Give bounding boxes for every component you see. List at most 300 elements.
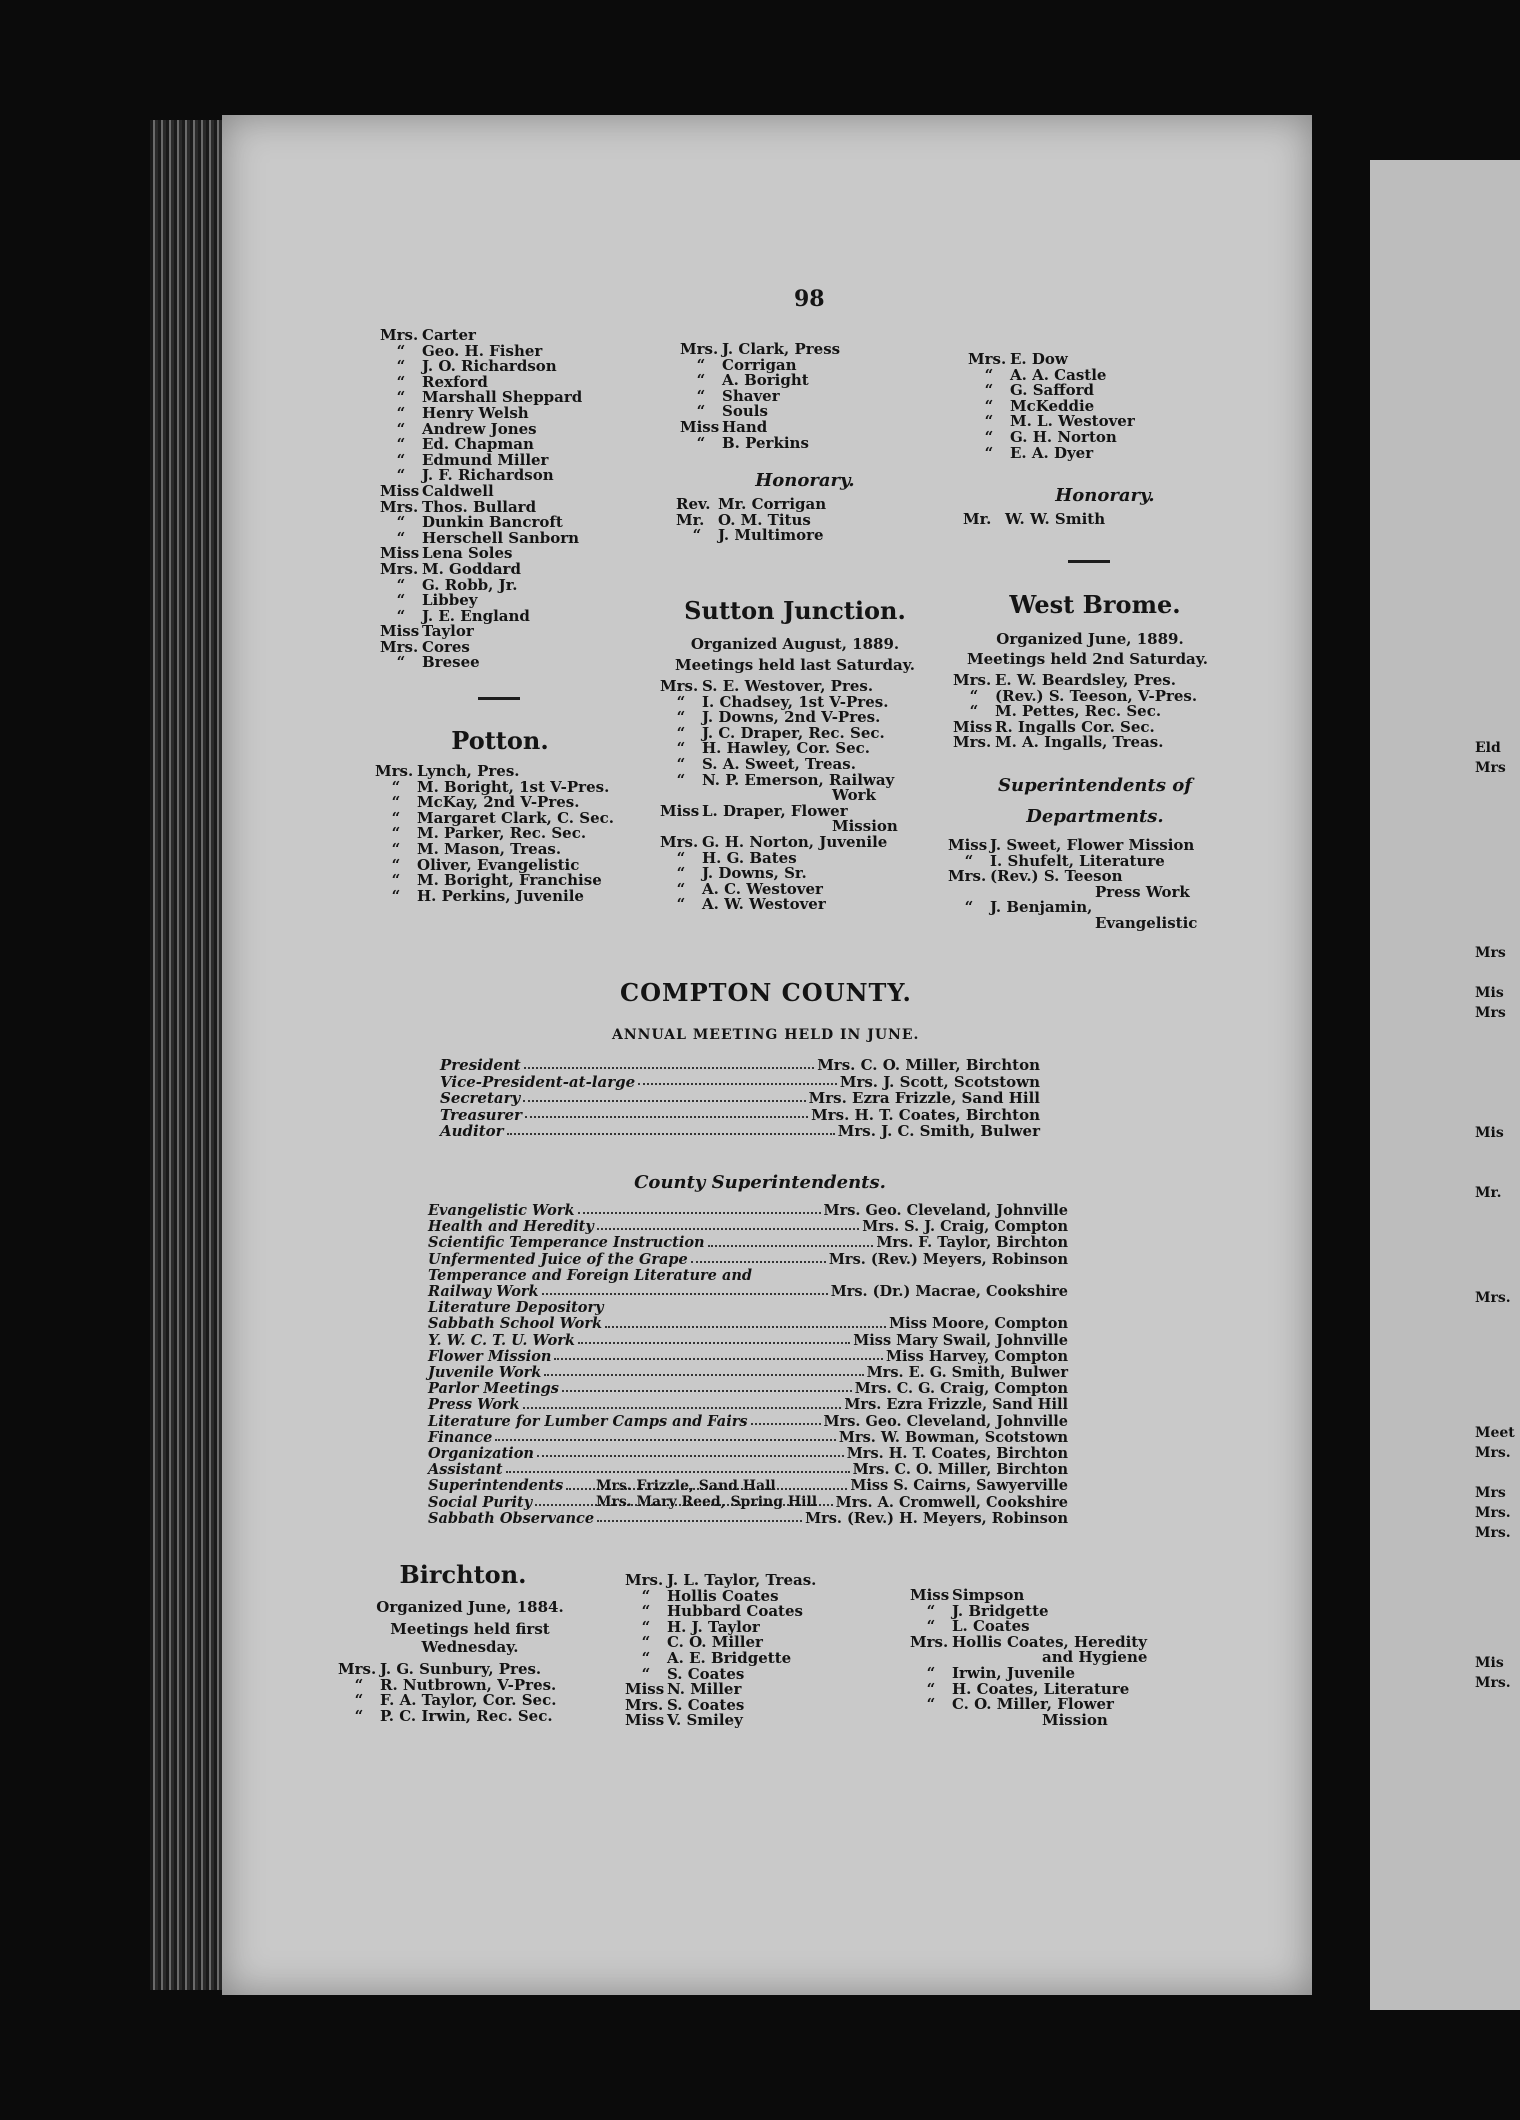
title-prefix: “ <box>396 653 406 672</box>
member-name: J. Downs, Sr. <box>702 864 807 883</box>
member-name: A. E. Bridgette <box>667 1648 792 1667</box>
title-prefix: “ <box>676 864 686 883</box>
title-prefix: Mrs. <box>953 733 992 752</box>
member-name: A. Boright <box>722 371 809 390</box>
next-page-fragment-text: Mrs <box>1475 1005 1506 1021</box>
member-name: E. W. Beardsley, Pres. <box>995 671 1176 689</box>
title-prefix: “ <box>396 591 406 610</box>
col1-member-row <box>380 359 620 375</box>
title-prefix: “ <box>696 433 706 452</box>
member-name: Mission <box>1042 1710 1108 1729</box>
member-name: M. Pettes, Rec. Sec. <box>995 702 1162 721</box>
member-name: Taylor <box>422 622 474 641</box>
title-prefix: “ <box>641 1633 651 1652</box>
title-prefix: Mrs. <box>660 832 699 851</box>
dot-leader <box>544 1365 863 1376</box>
title-prefix: “ <box>926 1663 936 1682</box>
office-label: Secretary <box>440 1089 521 1107</box>
member-name: V. Smiley <box>667 1711 743 1730</box>
superintendent-row <box>428 1446 1068 1462</box>
title-prefix: “ <box>984 427 994 446</box>
dot-leader <box>597 1219 859 1230</box>
office-holder: Mrs. H. T. Coates, Birchton <box>811 1105 1040 1124</box>
superintendent-row <box>428 1219 1068 1235</box>
next-page-fragment-text: Mrs <box>1475 760 1506 776</box>
title-prefix: “ <box>676 739 686 758</box>
member-name: M. Goddard <box>422 559 521 578</box>
member-name: Lena Soles <box>422 544 513 563</box>
member-name: P. C. Irwin, Rec. Sec. <box>380 1706 553 1725</box>
office-label: Social Purity <box>428 1493 533 1511</box>
office-holder: Mrs. Ezra Frizzle, Sand Hill <box>808 1089 1040 1107</box>
title-prefix: Mrs. <box>380 326 419 344</box>
title-prefix: Mr. <box>963 510 992 528</box>
superintendent-row <box>428 1203 1068 1219</box>
title-prefix: “ <box>984 412 994 431</box>
office-holder: Mrs. A. Cromwell, Cookshire <box>835 1493 1068 1511</box>
member-name: Cores <box>422 637 470 656</box>
title-prefix: “ <box>696 386 706 405</box>
member-name: Simpson <box>952 1586 1025 1604</box>
next-page-fragment-text: Mrs <box>1475 1485 1506 1501</box>
col3-member-row <box>968 443 1168 462</box>
title-prefix: “ <box>396 606 406 625</box>
title-prefix: Miss <box>380 544 420 563</box>
title-prefix: “ <box>396 372 406 391</box>
office-holder: Miss Mary Swail, Johnville <box>853 1331 1068 1349</box>
title-prefix: “ <box>354 1706 364 1725</box>
title-prefix: Mrs. <box>968 350 1007 368</box>
member-name: H. Hawley, Cor. Sec. <box>702 739 871 758</box>
member-name: Hollis Coates, Heredity <box>952 1632 1147 1651</box>
member-name: Caldwell <box>422 481 494 500</box>
title-prefix: “ <box>391 808 401 827</box>
member-name: Andrew Jones <box>422 419 537 438</box>
dot-leader <box>578 1333 850 1344</box>
title-prefix: “ <box>964 851 974 870</box>
birchton-officer-row <box>338 1706 598 1725</box>
superintendent-row <box>428 1397 1068 1413</box>
member-name: S. Coates <box>667 1664 745 1683</box>
col2-member-row <box>680 373 880 389</box>
office-label: Literature Depository <box>428 1299 604 1317</box>
title-prefix: “ <box>676 708 686 727</box>
dot-leader <box>751 1414 821 1425</box>
member-name: Geo. H. Fisher <box>422 341 543 360</box>
member-name: G. H. Norton, Juvenile <box>702 832 888 851</box>
section-heading-sutton-junction: Sutton Junction. <box>684 596 906 625</box>
title-prefix: “ <box>696 371 706 390</box>
member-name: Libbey <box>422 591 478 610</box>
title-prefix: “ <box>396 528 406 547</box>
office-label: Flower Mission <box>428 1347 552 1365</box>
honorary-heading-2: Honorary. <box>1055 485 1155 506</box>
member-name: A. W. Westover <box>702 895 826 914</box>
next-page-fragment-text: Meet <box>1475 1425 1515 1441</box>
office-holder: Mrs. Geo. Cleveland, Johnville <box>823 1202 1068 1219</box>
member-name: E. A. Dyer <box>1010 443 1094 462</box>
title-prefix: “ <box>354 1691 364 1710</box>
member-name: L. Coates <box>952 1617 1030 1636</box>
member-name: McKay, 2nd V-Pres. <box>417 793 580 812</box>
title-prefix: “ <box>676 879 686 898</box>
title-prefix: Mrs. <box>680 340 719 358</box>
title-prefix: Mrs. <box>380 559 419 578</box>
honorary-members <box>676 497 876 544</box>
superintendent-row <box>428 1252 1068 1268</box>
west-brome-organized: Organized June, 1889. <box>996 630 1184 648</box>
member-name: A. C. Westover <box>702 879 823 898</box>
member-name: G. H. Norton <box>1010 427 1117 446</box>
col2-member-row <box>680 433 880 452</box>
title-prefix: “ <box>984 443 994 462</box>
superintendent-row <box>428 1300 1068 1316</box>
office-label: Press Work <box>428 1396 520 1414</box>
member-name: Marshall Sheppard <box>422 388 583 407</box>
superintendent-row <box>428 1284 1068 1300</box>
col2-member-row <box>680 386 880 405</box>
member-name: Irwin, Juvenile <box>952 1663 1075 1682</box>
member-name: J. Clark, Press <box>722 340 841 358</box>
potton-members <box>375 764 635 904</box>
title-prefix: “ <box>641 1648 651 1667</box>
office-label: Parlor Meetings <box>428 1380 559 1398</box>
office-label: Vice-President-at-large <box>440 1072 636 1091</box>
member-name: Corrigan <box>722 355 797 374</box>
member-name: L. Draper, Flower <box>702 801 848 820</box>
member-name: R. Ingalls Cor. Sec. <box>995 717 1155 736</box>
member-name: J. Bridgette <box>952 1601 1049 1620</box>
title-prefix: “ <box>391 777 401 796</box>
office-holder: Miss Harvey, Compton <box>885 1347 1068 1365</box>
title-prefix: “ <box>984 365 994 384</box>
office-holder: Mrs. Ezra Frizzle, Sand Hill <box>844 1396 1068 1414</box>
next-page-fragment <box>1370 160 1520 2010</box>
title-prefix: “ <box>396 513 406 532</box>
office-holder: Mrs. E. G. Smith, Bulwer <box>866 1364 1068 1382</box>
member-name: McKeddie <box>1010 396 1095 415</box>
county-subtitle: ANNUAL MEETING HELD IN JUNE. <box>612 1027 920 1043</box>
officer-row <box>440 1074 1040 1091</box>
member-name: J. Multimore <box>718 526 824 545</box>
member-name: Evangelistic <box>1095 913 1198 932</box>
member-name: M. Parker, Rec. Sec. <box>417 824 587 843</box>
title-prefix: Mrs. <box>338 1660 377 1678</box>
birchton-officers <box>338 1662 598 1724</box>
member-name: S. A. Sweet, Treas. <box>702 754 856 773</box>
title-prefix: Miss <box>953 717 993 736</box>
member-name: J. Downs, 2nd V-Pres. <box>702 708 881 727</box>
title-prefix: Miss <box>380 481 420 500</box>
member-name: (Rev.) S. Teeson, V-Pres. <box>995 686 1198 705</box>
birchton-superintendents <box>910 1588 1170 1728</box>
member-name: A. A. Castle <box>1010 365 1107 384</box>
office-label: Evangelistic Work <box>428 1202 575 1219</box>
title-prefix: “ <box>396 466 406 485</box>
officer-row <box>440 1090 1040 1107</box>
birchton-supt-row <box>910 1601 1170 1620</box>
title-prefix: “ <box>391 793 401 812</box>
office-holder: Mrs. W. Bowman, Scotstown <box>838 1428 1068 1446</box>
member-name: Hubbard Coates <box>667 1602 803 1621</box>
member-name: Work <box>832 786 876 805</box>
title-prefix: “ <box>641 1617 651 1636</box>
title-prefix: “ <box>676 692 686 711</box>
office-holder: Mrs. Geo. Cleveland, Johnville <box>823 1412 1068 1430</box>
divider-2 <box>1068 560 1110 563</box>
next-page-fragment-text: Mrs. <box>1475 1675 1511 1691</box>
title-prefix: “ <box>696 355 706 374</box>
west-brome-supt-heading-1: Superintendents of <box>998 775 1192 796</box>
office-label: Auditor <box>440 1122 504 1140</box>
office-label: Superintendents <box>428 1477 564 1495</box>
west-brome-supt-heading-2: Departments. <box>1026 806 1164 827</box>
officer-row <box>440 1107 1040 1124</box>
title-prefix: “ <box>354 1675 364 1694</box>
dot-leader <box>691 1252 826 1263</box>
honorary-member-row <box>676 528 876 544</box>
member-name: Carter <box>422 326 476 344</box>
next-page-fragment-text: Mrs. <box>1475 1505 1511 1521</box>
dot-leader <box>708 1235 874 1246</box>
title-prefix: Mrs. <box>948 867 987 886</box>
birchton-organized: Organized June, 1884. <box>376 1598 564 1616</box>
title-prefix: Miss <box>680 417 720 436</box>
title-prefix: “ <box>676 770 686 789</box>
member-name: J. E. England <box>422 606 530 625</box>
next-page-fragment-text: Mrs <box>1475 945 1506 961</box>
office-label: Sabbath School Work <box>428 1315 603 1333</box>
title-prefix: Mrs. <box>375 762 414 780</box>
column-3-members <box>968 352 1168 461</box>
birchton-member-row <box>625 1713 855 1729</box>
next-page-fragment-text: Mr. <box>1475 1185 1502 1201</box>
west-brome-meetings: Meetings held 2nd Saturday. <box>966 650 1208 668</box>
title-prefix: “ <box>391 871 401 890</box>
dot-leader <box>562 1381 852 1392</box>
title-prefix: “ <box>676 723 686 742</box>
dot-leader <box>523 1090 805 1102</box>
office-label: Scientific Temperance Instruction <box>428 1234 705 1252</box>
dot-leader <box>597 1511 802 1522</box>
next-page-fragment-text: Mis <box>1475 1125 1504 1141</box>
member-name: J. G. Sunbury, Pres. <box>380 1660 542 1678</box>
title-prefix: “ <box>926 1617 936 1636</box>
office-label: President <box>440 1056 521 1074</box>
member-name: W. W. Smith <box>1005 510 1106 528</box>
office-label: Sabbath Observance <box>428 1509 595 1527</box>
member-name: Herschell Sanborn <box>422 528 580 547</box>
title-prefix: “ <box>926 1601 936 1620</box>
member-name: G. Robb, Jr. <box>422 575 518 594</box>
dot-leader <box>578 1203 821 1214</box>
member-name: Shaver <box>722 386 780 405</box>
title-prefix: Miss <box>660 801 700 820</box>
office-label: Health and Heredity <box>428 1218 594 1236</box>
title-prefix: “ <box>396 341 406 360</box>
member-name: E. Dow <box>1010 350 1068 368</box>
dot-leader <box>506 1462 850 1473</box>
title-prefix: “ <box>641 1664 651 1683</box>
title-prefix: “ <box>396 419 406 438</box>
assistant-2: Mrs. Mary Reed, Spring Hill <box>596 1494 818 1510</box>
title-prefix: “ <box>964 898 974 917</box>
title-prefix: “ <box>969 686 979 705</box>
member-name: N. P. Emerson, Railway <box>702 770 895 789</box>
office-holder: Miss S. Cairns, Sawyerville <box>850 1477 1068 1495</box>
member-name: N. Miller <box>667 1680 742 1699</box>
title-prefix: Mrs. <box>380 497 419 516</box>
title-prefix: Miss <box>910 1586 950 1604</box>
dot-leader <box>495 1430 836 1441</box>
title-prefix: Mrs. <box>380 637 419 656</box>
section-heading-birchton: Birchton. <box>399 1560 527 1589</box>
office-holder: Mrs. C. O. Miller, Birchton <box>852 1461 1068 1479</box>
title-prefix: “ <box>676 848 686 867</box>
title-prefix: “ <box>926 1695 936 1714</box>
next-page-fragment-text: Mis <box>1475 1655 1504 1671</box>
title-prefix: Miss <box>380 622 420 641</box>
col1-member-row <box>380 655 620 671</box>
member-name: (Rev.) S. Teeson <box>990 867 1123 886</box>
member-name: B. Perkins <box>722 433 809 452</box>
member-name: M. Boright, 1st V-Pres. <box>417 777 610 796</box>
member-name: C. O. Miller, Flower <box>952 1695 1114 1714</box>
column-1-members <box>380 328 620 671</box>
office-label: Finance <box>428 1428 493 1446</box>
title-prefix: Miss <box>625 1711 665 1730</box>
member-name: M. L. Westover <box>1010 412 1135 431</box>
title-prefix: “ <box>396 575 406 594</box>
dot-leader <box>523 1397 842 1408</box>
title-prefix: Miss <box>625 1680 665 1699</box>
office-holder: Miss Moore, Compton <box>889 1315 1068 1333</box>
member-name: Oliver, Evangelistic <box>417 855 580 874</box>
superintendent-row <box>428 1414 1068 1430</box>
member-name: Rexford <box>422 372 488 391</box>
book-spine-edge <box>150 120 225 1990</box>
col1-member-row <box>380 575 620 594</box>
honorary-heading: Honorary. <box>755 470 855 491</box>
member-name: M. Mason, Treas. <box>417 839 562 858</box>
sutton-meetings: Meetings held last Saturday. <box>675 656 915 674</box>
member-name: Edmund Miller <box>422 450 549 469</box>
dot-leader <box>554 1349 882 1360</box>
member-name: Souls <box>722 402 768 421</box>
title-prefix: Miss <box>948 836 988 854</box>
title-prefix: Mrs. <box>660 677 699 695</box>
section-heading-west-brome: West Brome. <box>1009 590 1181 619</box>
office-label: Assistant <box>428 1461 503 1479</box>
superintendent-row <box>428 1235 1068 1251</box>
member-name: Dunkin Bancroft <box>422 513 563 532</box>
title-prefix: Mr. <box>676 510 705 529</box>
office-label: Temperance and Foreign Literature and <box>428 1266 753 1284</box>
member-name: Bresee <box>422 653 480 672</box>
title-prefix: “ <box>396 435 406 454</box>
member-name: H. Perkins, Juvenile <box>417 886 584 905</box>
title-prefix: “ <box>396 388 406 407</box>
county-officers <box>440 1057 1040 1140</box>
member-name: J. L. Taylor, Treas. <box>667 1571 817 1589</box>
next-page-fragment-text: Mis <box>1475 985 1504 1001</box>
dot-leader <box>524 1057 814 1069</box>
county-title: COMPTON COUNTY. <box>620 978 912 1007</box>
honorary-member-row <box>963 512 1163 528</box>
office-label: Y. W. C. T. U. Work <box>428 1331 575 1349</box>
county-supt-heading: County Superintendents. <box>634 1172 886 1193</box>
superintendent-row <box>428 1349 1068 1365</box>
office-label: Railway Work <box>428 1283 539 1301</box>
west-brome-superintendents <box>948 838 1228 932</box>
superintendent-row <box>428 1381 1068 1397</box>
superintendent-row <box>428 1316 1068 1332</box>
superintendent-row <box>428 1430 1068 1446</box>
member-name: Thos. Bullard <box>422 497 537 516</box>
title-prefix: “ <box>676 754 686 773</box>
member-name: I. Chadsey, 1st V-Pres. <box>702 692 889 711</box>
dot-leader <box>542 1284 828 1295</box>
office-holder: Mrs. J. Scott, Scotstown <box>839 1072 1040 1091</box>
member-name: R. Nutbrown, V-Pres. <box>380 1675 557 1694</box>
superintendent-row <box>428 1268 1068 1284</box>
member-name: S. E. Westover, Pres. <box>702 677 874 695</box>
member-name: J. O. Richardson <box>422 357 557 376</box>
birchton-members <box>625 1573 855 1729</box>
title-prefix: Rev. <box>676 495 711 513</box>
superintendent-row <box>428 1462 1068 1478</box>
birchton-meetings-2: Wednesday. <box>421 1638 519 1656</box>
title-prefix: “ <box>396 450 406 469</box>
west-brome-members <box>953 673 1223 751</box>
superintendent-row <box>428 1511 1068 1527</box>
member-name: H. J. Taylor <box>667 1617 760 1636</box>
member-name: Mr. Corrigan <box>718 495 827 513</box>
member-name: C. O. Miller <box>667 1633 763 1652</box>
page-number: 98 <box>794 286 825 312</box>
member-name: M. Boright, Franchise <box>417 871 602 890</box>
title-prefix: “ <box>391 824 401 843</box>
next-page-fragment-text: Mrs. <box>1475 1290 1511 1306</box>
member-name: H. Coates, Literature <box>952 1679 1130 1698</box>
dot-leader <box>525 1107 808 1119</box>
dot-leader <box>537 1446 844 1457</box>
member-name: Mission <box>832 817 898 836</box>
office-holder: Mrs. (Dr.) Macrae, Cookshire <box>830 1283 1068 1301</box>
dot-leader <box>507 1123 835 1135</box>
office-holder: Mrs. (Rev.) Meyers, Robinson <box>828 1250 1068 1268</box>
office-holder: Mrs. C. O. Miller, Birchton <box>817 1056 1040 1074</box>
member-name: H. G. Bates <box>702 848 797 867</box>
west-brome-member-row <box>953 735 1223 751</box>
member-name: Press Work <box>1095 882 1190 901</box>
title-prefix: Mrs. <box>625 1695 664 1714</box>
birchton-supt-row <box>910 1710 1170 1729</box>
office-holder: Mrs. F. Taylor, Birchton <box>876 1234 1068 1252</box>
potton-member-row <box>375 886 635 905</box>
member-name: Ed. Chapman <box>422 435 534 454</box>
office-label: Literature for Lumber Camps and Fairs <box>428 1412 748 1430</box>
title-prefix: “ <box>676 895 686 914</box>
superintendent-row <box>428 1333 1068 1349</box>
dot-leader <box>605 1316 886 1327</box>
next-page-fragment-text: Eld <box>1475 740 1501 756</box>
office-holder: Mrs. (Rev.) H. Meyers, Robinson <box>805 1509 1068 1527</box>
west-brome-supt-row <box>948 913 1228 932</box>
superintendent-row <box>428 1365 1068 1381</box>
column-2-members <box>680 342 880 451</box>
title-prefix: “ <box>391 886 401 905</box>
